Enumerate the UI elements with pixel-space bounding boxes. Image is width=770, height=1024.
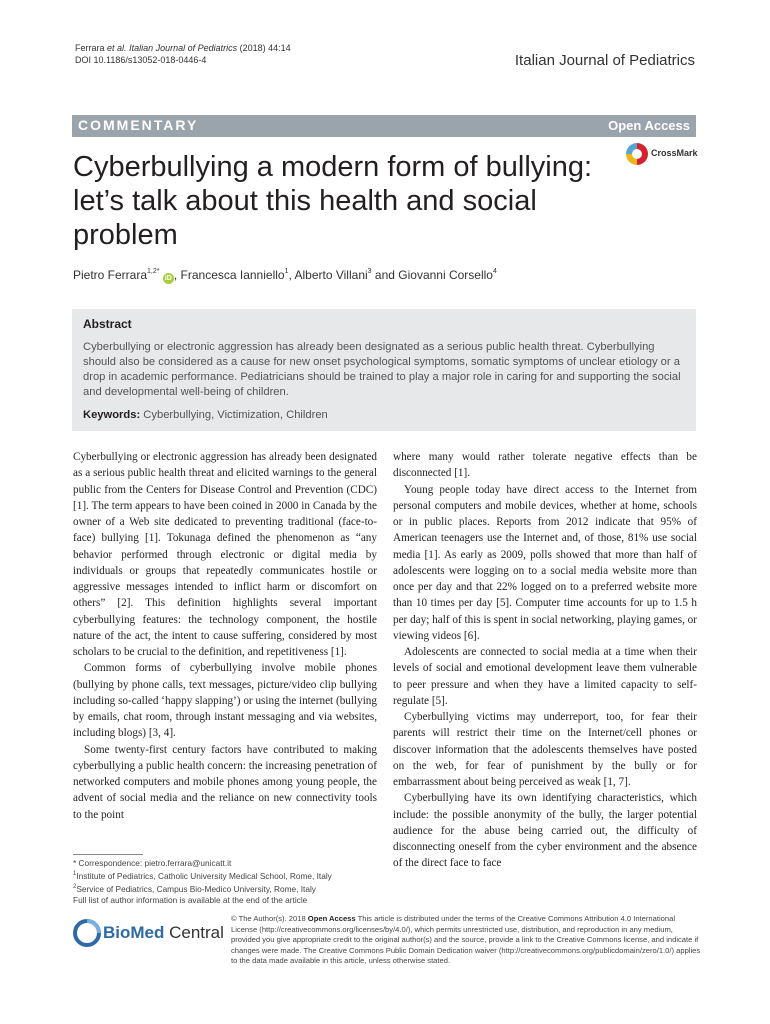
abstract-text: Cyberbullying or electronic aggression has already been designated as a serious public health threat. Cyberbullying should also be considered as a cause for new onset psychological symptoms, somatic symptoms of unclear etiology or a drop in academic performance. Pediatricians should be trained to play a major role in caring for and supporting the social and developmental well-being of children. (83, 341, 681, 398)
correspondence[interactable]: * Correspondence: pietro.ferrara@unicatt.it (73, 858, 232, 868)
article-title: Cyberbullying a modern form of bullying: let’s talk about this health and social problem (73, 151, 593, 251)
footnotes (73, 858, 373, 906)
doi[interactable]: DOI 10.1186/s13052-018-0446-4 (75, 55, 207, 65)
footnote-divider (73, 854, 143, 855)
body-column-right (393, 449, 697, 872)
abstract-heading: Abstract (83, 317, 132, 331)
author-name[interactable]: Alberto Villani (294, 268, 368, 282)
biomed-central-logo[interactable] (73, 918, 223, 948)
open-access-link[interactable]: Open Access (307, 914, 356, 923)
paragraph: Young people today have direct access to the Internet from personal computers and mobile devices, whether at home, schools or in public places. Reports from 2012 indicate that 95% of American teenagers use the Internet and, of those, 81% use social media [1]. As early as 2009, polls showed that more than half of adolescents were logging on to a social media website more than once per day and that 22% logged on to a preferred website more than 10 times per day [5]. Computer time accounts for up to 1.5 h per day; half of this is spent in social networking, playing games, or viewing videos [6]. (393, 483, 697, 642)
paragraph: Cyberbullying have its own identifying characteristics, which include: the possible anonymity of the bully, the larger potential audience for the abuse being carried out, the difficulty of disconnecting oneself from the cyber environment and the absence of the direct face to face (393, 792, 697, 870)
author-affiliation: 1,2* (147, 268, 160, 275)
journal-name: Italian Journal of Pediatrics (514, 52, 695, 69)
license-text: © The Author(s). 2018 Open Access This article is distributed under the terms of the Creative Commons Attribution 4.0 International License (http://creativecommons.org/licenses/by/4.0/), which permits unrestricted use, distribution, and reproduction in any medium, provided you give appropriate credit to the original author(s) and the source, provide a link to the Creative Commons license, and indicate if changes were made. The Creative Commons Public Domain Dedication waiver (http://creativecommons.org/publicdomain/zero/1.0/) applies to the data made available in this article, unless otherwise stated. (231, 914, 701, 966)
author-affiliation: 4 (492, 268, 497, 275)
crossmark-badge[interactable] (626, 143, 698, 173)
affiliation-1: $^1$Institute of Pediatrics, Catholic University Medical School, Rome, Italy (73, 871, 332, 881)
paragraph: Adolescents are connected to social media at a time when their levels of social and emotional development leave them vulnerable to peer pressure and when they have a limited capacity to self-regulate [5]. (393, 646, 697, 707)
citation-line (75, 42, 291, 66)
abstract-box (72, 309, 696, 431)
orcid-icon[interactable]: iD (164, 275, 172, 282)
section-banner (72, 115, 696, 137)
author-affiliation: 3 (367, 268, 372, 275)
biomed-central-icon (73, 919, 101, 947)
paragraph: Some twenty-first century factors have contributed to making cyberbullying a public health concern: the increasing penetration of networked computers and mobile phones among young people, the advent of social media and the reliance on new connectivity tools to the point (73, 743, 377, 821)
author-name[interactable]: Pietro Ferrara (73, 268, 148, 282)
paragraph: Common forms of cyberbullying involve mobile phones (bullying by phone calls, text messages, picture/video clip bullying including so-called ‘happy slapping’) or using the internet (bullying by emails, chat room, through instant messaging and via websites, including blogs) [3, 4]. (73, 662, 377, 740)
crossmark-icon (626, 143, 648, 165)
open-access-label: Open Access (608, 118, 690, 133)
affiliation-2: $^2$Service of Pediatrics, Campus Bio-Medico University, Rome, Italy (73, 884, 316, 894)
keywords-list: Cyberbullying, Victimization, Children (140, 409, 328, 421)
author-affiliation: 1 (284, 268, 289, 275)
citation: Ferrara et al. Italian Journal of Pediatrics (2018) 44:14 (75, 43, 291, 53)
section-label: COMMENTARY (78, 117, 199, 133)
author-name[interactable]: Francesca Ianniello (180, 268, 285, 282)
author-info-note: Full list of author information is available at the end of the article (73, 895, 308, 905)
publisher-name: BioMed Central (103, 923, 224, 942)
paragraph: where many would rather tolerate negative effects than be disconnected [1]. (393, 451, 697, 480)
paragraph: Cyberbullying or electronic aggression has already been designated as a serious public health threat and elicited warnings to the general public from the Centers for Disease Control and Prevention (CDC) [1]. The term appears to have been coined in 2000 in Canada by the owner of a Web site dedicated to preventing traditional (face-to-face) bullying [1]. Tokunaga defined the phenomenon as “any behavior performed through electronic or digital media by individuals or groups that repeatedly communicates hostile or aggressive messages intended to inflict harm or discomfort on others” [2]. This definition highlights several important cyberbullying features: the technology component, the hostile nature of the act, the intent to cause suffering, considered by most scholars to be crucial to the definition, and repetitiveness [1]. (73, 451, 377, 658)
body-column-left (73, 449, 377, 823)
keywords (83, 409, 328, 421)
crossmark-label: CrossMark (651, 148, 698, 158)
author-list: Pietro Ferrara$^{1,2*}$ iD , Francesca Ianniello$^1$, Alberto Villani$^3$ and Giovanni Corsello$^4$ (73, 268, 497, 282)
paragraph: Cyberbullying victims may underreport, too, for fear their parents will restrict their time on the Internet/cell phones or discover information that the adolescents themselves have posted on the web, for fear of punishment by the bully or for embarrassment about being perceived as weak [1, 7]. (393, 711, 697, 788)
keywords-label: Keywords: (83, 409, 141, 421)
author-name[interactable]: Giovanni Corsello (398, 268, 493, 282)
